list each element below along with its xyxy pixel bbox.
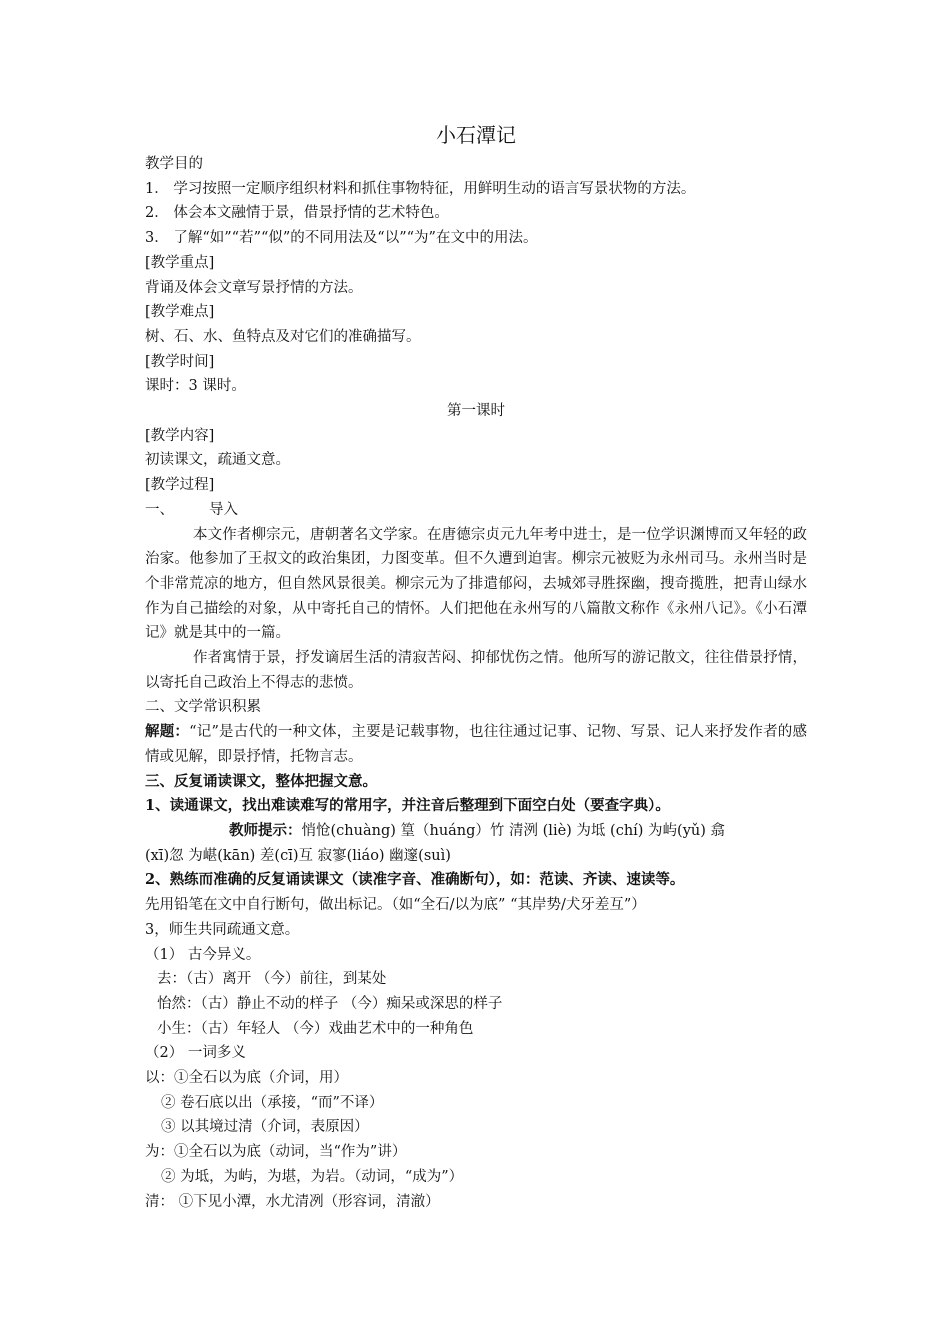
- step1: 1、读通课文，找出难读难写的常用字，并注音后整理到下面空白处（要查字典）。: [145, 797, 670, 815]
- step2-note: 先用铅笔在文中自行断句，做出标记。（如“全石/以为底” “其岸势/犬牙差互”）: [145, 897, 646, 914]
- goal-item: 2． 体会本文融情于景，借景抒情的艺术特色。: [145, 205, 449, 222]
- sub2-heading: （2） 一词多义: [145, 1045, 246, 1062]
- polysemy-item: 为：①全石以为底（动词，当“作为”讲）: [145, 1144, 407, 1161]
- focus-text: 背诵及体会文章写景抒情的方法。: [145, 279, 363, 296]
- step2: 2、熟练而准确的反复诵读课文（读准字音、准确断句），如：范读、齐读、速读等。: [145, 871, 685, 889]
- lesson-heading: 第一课时: [447, 403, 505, 420]
- goal-item: 1． 学习按照一定顺序组织材料和抓住事物特征，用鲜明生动的语言写景状物的方法。: [145, 180, 696, 197]
- content-heading: [教学内容]: [145, 427, 215, 444]
- teacher-tip-line2: (xī)忽 为嵁(kān) 差(cī)互 寂寥(liáo) 幽邃(suì): [145, 847, 451, 864]
- intro-paragraph: 本文作者柳宗元，唐朝著名文学家。在唐德宗贞元九年考中进士，是一位学识渊博而又年轻的政治家。他参加了王叔文的政治集团，力图变革。但不久遭到迫害。柳宗元被贬为永州司马。永州当时是个非常荒凉的地方，但自然风景很美。柳宗元为了排遣郁闷，去城郊寻胜探幽，搜奇揽胜，把青山绿水作为自己描绘的对象，从中寄托自己的情怀。人们把他在永州写的八篇散文称作《永州八记》。《小石潭记》就是其中的一篇。: [145, 526, 807, 642]
- process-heading: [教学过程]: [145, 477, 215, 494]
- teacher-tip-line: [145, 819, 807, 844]
- sub1-item: 怡然：（古）静止不动的样子 （今）痴呆或深思的样子: [157, 995, 503, 1012]
- polysemy-item: 以：①全石以为底（介词，用）: [145, 1070, 348, 1087]
- part1-number: 一、: [145, 501, 174, 518]
- polysemy-item: ② 为坻，为屿，为堪，为岩。（动词，“成为”）: [161, 1168, 464, 1185]
- explain-text: “记”是古代的一种文体，主要是记载事物，也往往通过记事、记物、写景、记人来抒发作者的感情或见解，即景抒情，托物言志。: [145, 724, 808, 765]
- sub1-item: 小生：（古）年轻人 （今）戏曲艺术中的一种角色: [157, 1020, 474, 1037]
- content-text: 初读课文，疏通文意。: [145, 452, 290, 469]
- teacher-tip-text: 悄怆(chuàng) 篁（huáng）竹 清洌 (liè) 为坻 (chí) 为屿(yǔ) 翕: [301, 822, 726, 839]
- time-heading: [教学时间]: [145, 353, 215, 370]
- explain-label: 解题：: [145, 723, 190, 741]
- difficulty-text: 树、石、水、鱼特点及对它们的准确描写。: [145, 328, 421, 345]
- teacher-tip-label: 教师提示：: [229, 821, 302, 839]
- goals-heading: 教学目的: [145, 156, 203, 172]
- polysemy-item: 清： ①下见小潭，水尤清冽（形容词，清澈）: [145, 1193, 440, 1210]
- polysemy-item: ② 卷石底以出（承接，“而”不译）: [161, 1094, 384, 1111]
- goal-item: 3． 了解“如”“若”“似”的不同用法及“以”“为”在文中的用法。: [145, 230, 538, 247]
- time-text: 课时：3 课时。: [145, 378, 246, 395]
- part3-heading: 三、反复诵读课文，整体把握文意。: [145, 772, 377, 790]
- part1-title: 导入: [209, 501, 238, 518]
- polysemy-item: ③ 以其境过清（介词，表原因）: [161, 1119, 369, 1136]
- part2-heading: 二、文学常识积累: [145, 699, 261, 716]
- document-page: [145, 118, 807, 1214]
- document-title: 小石潭记: [436, 123, 516, 147]
- intro-paragraph: 作者寓情于景，抒发谪居生活的清寂苦闷、抑郁忧伤之情。他所写的游记散文，往往借景抒情，以寄托自己政治上不得志的悲愤。: [145, 650, 807, 691]
- step3: 3，师生共同疏通文意。: [145, 921, 300, 938]
- focus-heading: [教学重点]: [145, 254, 215, 271]
- sub1-heading: （1） 古今异义。: [145, 946, 261, 963]
- part1-heading: [145, 498, 807, 523]
- explain-paragraph: [145, 720, 807, 769]
- sub1-item: 去：（古）离开 （今）前往，到某处: [157, 971, 387, 988]
- difficulty-heading: [教学难点]: [145, 304, 215, 321]
